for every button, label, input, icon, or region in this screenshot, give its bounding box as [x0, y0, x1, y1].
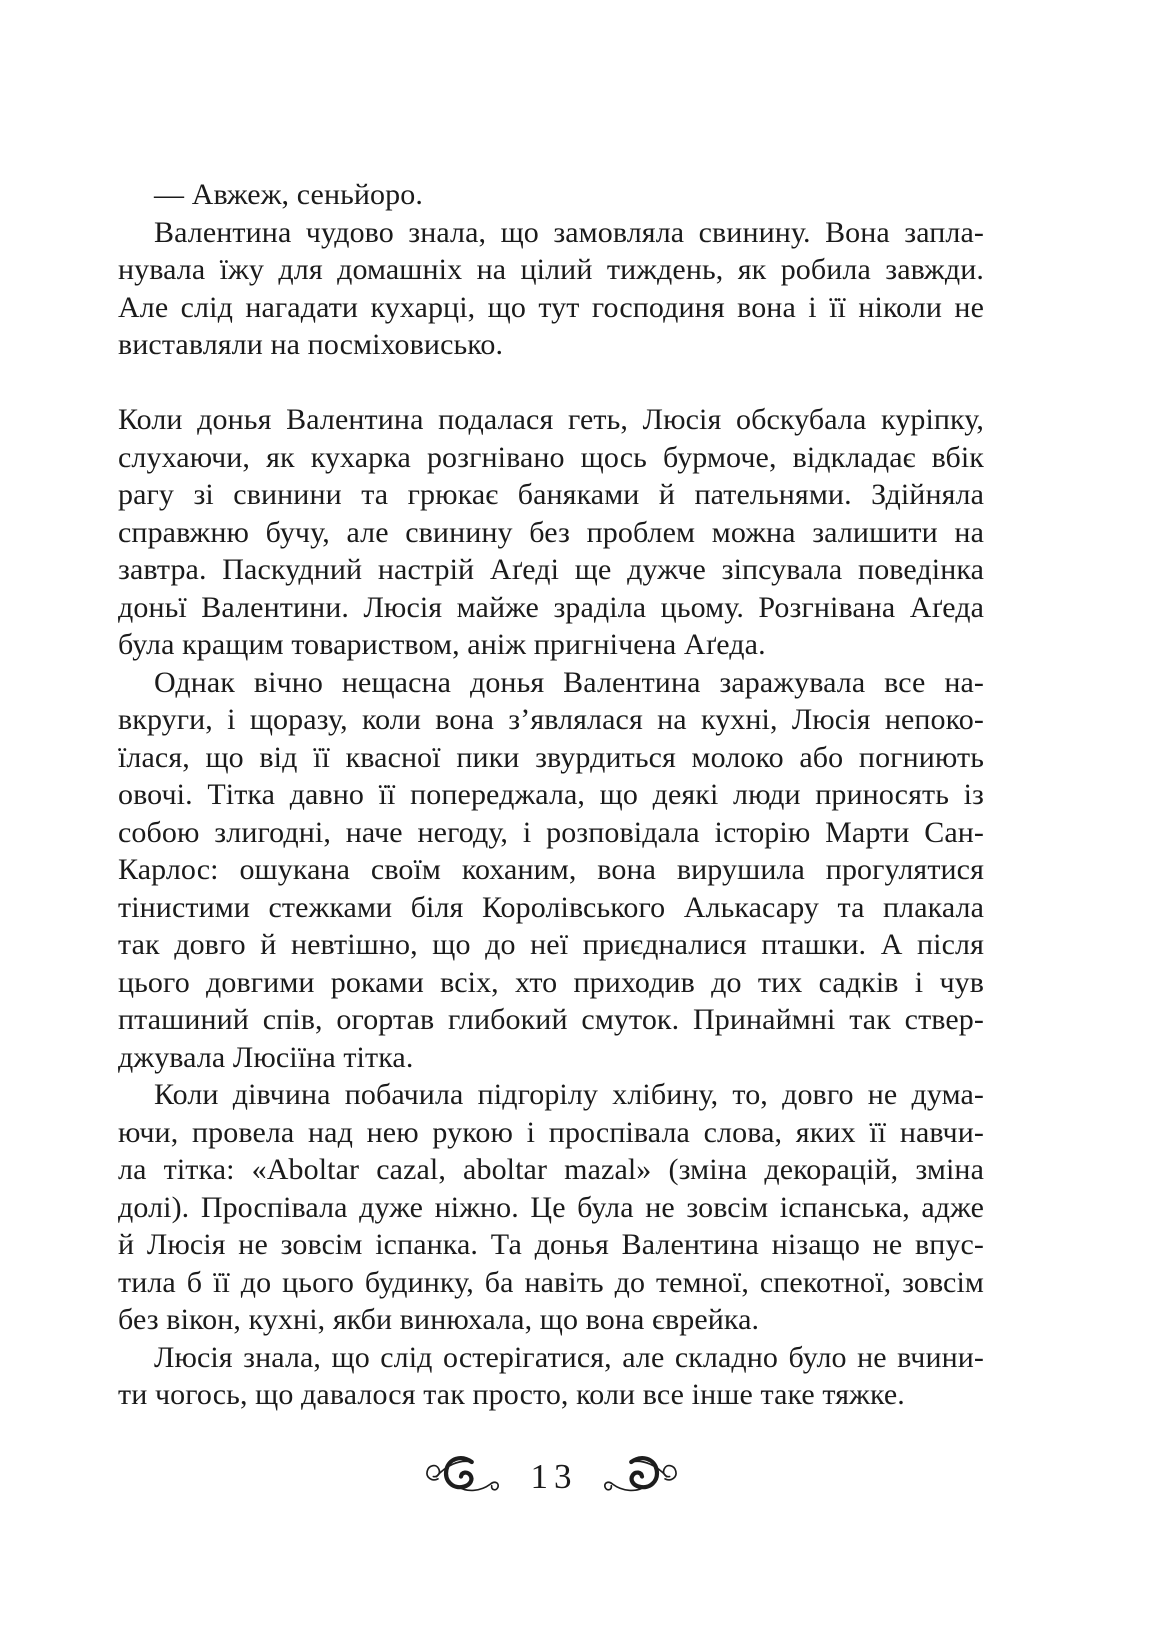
text-line: цього довгими роками всіх, хто приходив до тих садків і чув — [118, 965, 984, 999]
page-footer — [118, 1449, 984, 1497]
text-line: ти чогось, що давалося так просто, коли все інше таке тяжке. — [118, 1378, 905, 1411]
text-line: без вікон, кухні, якби винюхала, що вона єврейка. — [118, 1303, 760, 1336]
paragraph — [118, 1076, 984, 1339]
text-line: джувала Люсіїна тітка. — [118, 1040, 414, 1074]
text-line: Але слід нагадати кухарці, що тут господиня вона і її ніколи не — [118, 290, 984, 324]
text-line: була кращим товариством, аніж пригнічена Аґеда. — [118, 628, 766, 661]
text-line: тила б її до цього будинку, ба навіть до темної, спекотної, зовсім — [118, 1265, 984, 1299]
text-line: тінистими стежками біля Королівського Алькасару та плакала — [118, 890, 984, 924]
swirl-flourish-right-icon — [602, 1452, 682, 1495]
paragraph — [118, 176, 984, 214]
page-text-block — [118, 176, 984, 1414]
text-line: Однак вічно нещасна донья Валентина заражувала все на- — [154, 665, 984, 699]
paragraph — [118, 214, 984, 364]
text-line: доньї Валентини. Люсія майже зраділа цьому. Розгнівана Аґеда — [118, 590, 984, 624]
swirl-flourish-left-icon — [421, 1452, 501, 1495]
text-line: справжню бучу, але свинину без проблем можна залишити на — [118, 515, 984, 549]
text-line: — Авжеж, сеньйоро. — [154, 178, 423, 211]
text-line: нувала їжу для домашніх на цілий тиждень, як робила завжди. — [118, 253, 984, 286]
text-line: Коли дівчина побачила підгорілу хлібину, то, довго не дума- — [154, 1078, 984, 1111]
text-line: виставляли на посміховисько. — [118, 328, 504, 361]
text-line: Валентина чудово знала, що замовляла свинину. Вона запла- — [154, 215, 984, 249]
text-line: пташиний спів, огортав глибокий смуток. Принаймні так ствер- — [118, 1003, 984, 1036]
paragraph — [118, 664, 984, 1077]
text-line: ла тітка: «Aboltar cazal, aboltar mazal» (зміна декорацій, зміна — [118, 1153, 984, 1186]
paragraph — [118, 1339, 984, 1414]
text-line: собою злигодні, наче негоду, і розповідала історію Марти Сан- — [118, 815, 984, 849]
text-line: долі). Проспівала дуже ніжно. Це була не зовсім іспанська, адже — [118, 1190, 984, 1224]
text-line: рагу зі свинини та грюкає баняками й пательнями. Здійняла — [118, 478, 984, 511]
page-number: 13 — [530, 1456, 578, 1496]
text-line: слухаючи, як кухарка розгнівано щось бурмоче, відкладає вбік — [118, 440, 984, 474]
text-line: вкруги, і щоразу, коли вона з’являлася на кухні, Люсія непоко- — [118, 703, 984, 736]
text-line: завтра. Паскудний настрій Аґеді ще дужче зіпсувала поведінка — [118, 553, 984, 586]
text-line: так довго й невтішно, що до неї приєдналися пташки. А після — [118, 928, 984, 961]
text-line: ючи, провела над нею рукою і проспівала слова, яких її навчи- — [118, 1115, 984, 1149]
text-line: їлася, що від її квасної пики звурдиться молоко або погниють — [118, 740, 984, 774]
text-line: Коли донья Валентина подалася геть, Люсія обскубала куріпку, — [118, 403, 984, 436]
text-line: Люсія знала, що слід остерігатися, але складно було не вчини- — [154, 1340, 984, 1374]
text-line: й Люсія не зовсім іспанка. Та донья Валентина нізащо не впус- — [118, 1228, 984, 1261]
text-line: Карлос: ошукана своїм коханим, вона вирушила прогулятися — [118, 853, 984, 886]
text-line: овочі. Тітка давно її попереджала, що деякі люди приносять із — [118, 778, 984, 811]
paragraph — [118, 401, 984, 664]
